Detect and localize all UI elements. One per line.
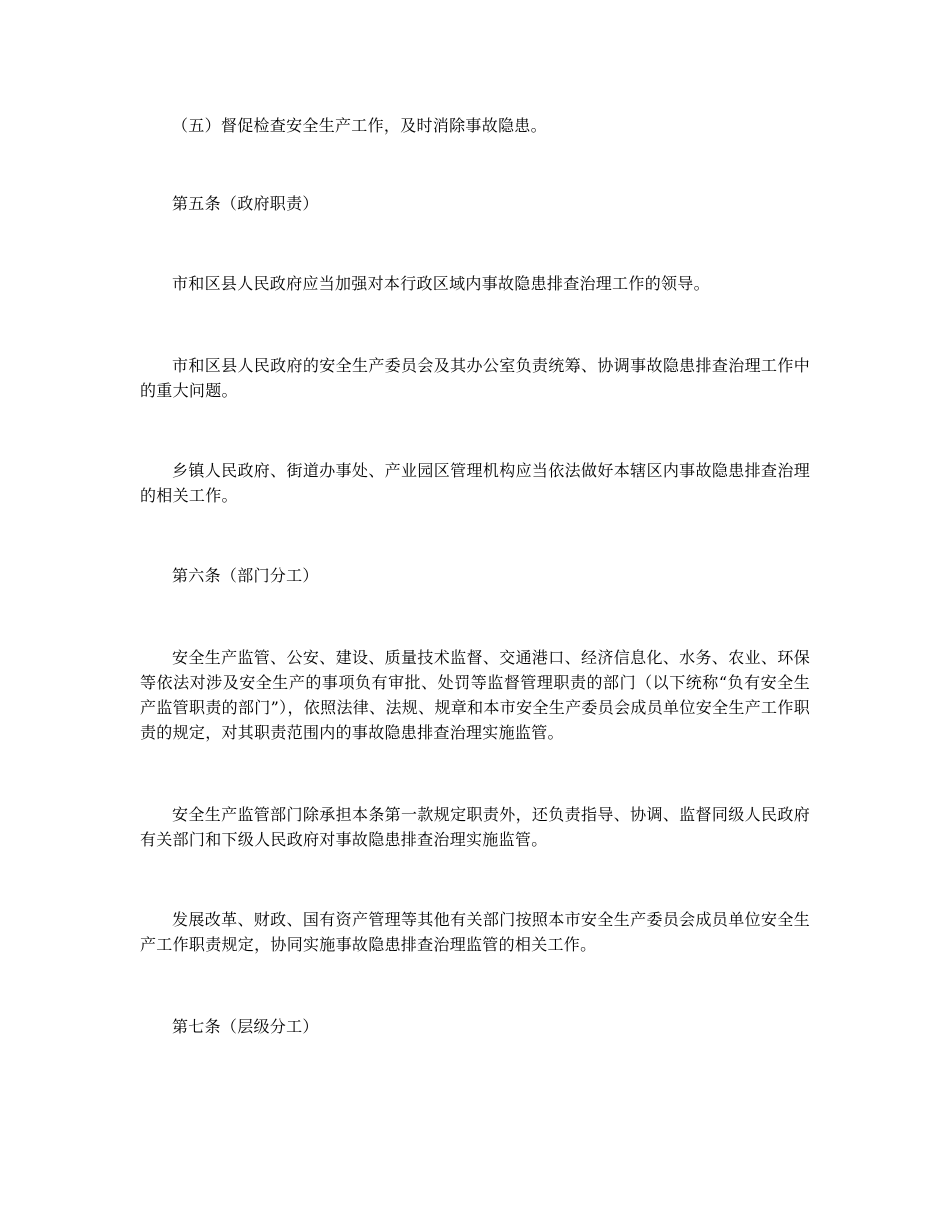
paragraph-item-5: （五）督促检查安全生产工作，及时消除事故隐患。 — [172, 116, 547, 135]
article-heading-5: 第五条（政府职责） — [172, 194, 319, 213]
paragraph-other-departments: 发展改革、财政、国有资产管理等其他有关部门按照本市安全生产委员会成员单位安全生产工作职责规定，协同实施事故隐患排查治理监管的相关工作。 — [140, 910, 810, 954]
paragraph-department-supervision: 安全生产监管、公安、建设、质量技术监督、交通港口、经济信息化、水务、农业、环保等依法对涉及安全生产的事项负有审批、处罚等监督管理职责的部门（以下统称“负有安全生产监管职责的部门”），依照法律、法规、规章和本市安全生产委员会成员单位安全生产工作职责的规定，对其职责范围内的事故隐患排查治理实施监管。 — [140, 648, 810, 742]
article-heading-7: 第七条（层级分工） — [172, 1017, 319, 1036]
paragraph-safety-supervision-dept: 安全生产监管部门除承担本条第一款规定职责外，还负责指导、协调、监督同级人民政府有关部门和下级人民政府对事故隐患排查治理实施监管。 — [140, 805, 810, 849]
paragraph-government-leadership: 市和区县人民政府应当加强对本行政区域内事故隐患排查治理工作的领导。 — [172, 274, 710, 293]
paragraph-safety-committee: 市和区县人民政府的安全生产委员会及其办公室负责统筹、协调事故隐患排查治理工作中的重大问题。 — [140, 356, 810, 400]
article-heading-6: 第六条（部门分工） — [172, 566, 319, 585]
paragraph-township-duties: 乡镇人民政府、街道办事处、产业园区管理机构应当依法做好本辖区内事故隐患排查治理的相关工作。 — [140, 461, 810, 505]
